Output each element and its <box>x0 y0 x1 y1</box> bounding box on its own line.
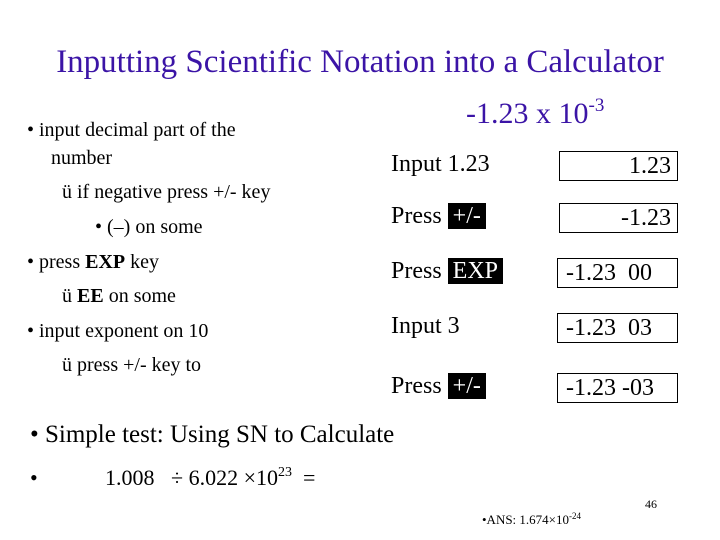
answer <box>482 511 581 528</box>
bullet-exp-bold: EXP <box>85 251 126 273</box>
plus-minus-key: +/- <box>448 203 486 229</box>
check-ee-key <box>62 285 176 308</box>
bullet-decimal-part-cont: number <box>51 147 113 169</box>
step-2-display: -1.23 <box>559 203 678 233</box>
check-ee-suffix: on some <box>103 285 176 307</box>
answer-prefix: •ANS: 1.674×10 <box>482 512 570 527</box>
test-value-1: 1.008 <box>105 465 155 490</box>
step-3-display: -1.23 00 <box>557 258 678 288</box>
step-2-text: Press <box>391 203 442 229</box>
exp-key: EXP <box>448 258 503 284</box>
step-1-display: 1.23 <box>559 151 678 181</box>
example-base: -1.23 x 10 <box>466 97 589 130</box>
bullet-decimal-part: • input decimal part of the <box>27 119 236 141</box>
test-calculation <box>105 465 315 491</box>
step-4-display: -1.23 03 <box>557 313 678 343</box>
bullet-exp-prefix: • press <box>27 251 86 273</box>
bullet-exp-suffix: key <box>125 251 159 273</box>
plus-minus-key-2: +/- <box>448 373 486 399</box>
answer-exponent: -24 <box>569 511 582 521</box>
test-value-2: 6.022 ×10 <box>188 465 278 490</box>
check-ee-bold: EE <box>77 285 104 307</box>
divide-sign: ÷ <box>171 465 184 490</box>
test-exponent: 23 <box>278 465 292 480</box>
simple-test-heading: • Simple test: Using SN to Calculate <box>30 421 395 448</box>
example-expression <box>466 95 604 131</box>
step-5-text: Press <box>391 373 442 399</box>
check-ee-mark: ü <box>62 285 77 307</box>
check-negative-key: ü if negative press +/- key <box>62 181 271 203</box>
step-5-label <box>391 373 486 400</box>
check-press-sign: ü press +/- key to <box>62 354 202 376</box>
step-4-label: Input 3 <box>391 313 460 339</box>
equals-sign: = <box>303 465 316 490</box>
step-1-label: Input 1.23 <box>391 151 490 177</box>
test-bullet: • <box>30 465 38 490</box>
page-number: 46 <box>645 497 657 511</box>
example-exponent: -3 <box>588 95 605 116</box>
bullet-exponent: • input exponent on 10 <box>27 320 209 342</box>
step-3-label <box>391 258 503 285</box>
slide-title: Inputting Scientific Notation into a Calculator <box>56 44 664 80</box>
sub-bullet-minus-key: • (–) on some <box>95 216 203 238</box>
bullet-exp-key <box>27 251 159 274</box>
step-3-text: Press <box>391 258 442 284</box>
step-5-display: -1.23 -03 <box>557 373 678 403</box>
step-2-label <box>391 203 486 230</box>
